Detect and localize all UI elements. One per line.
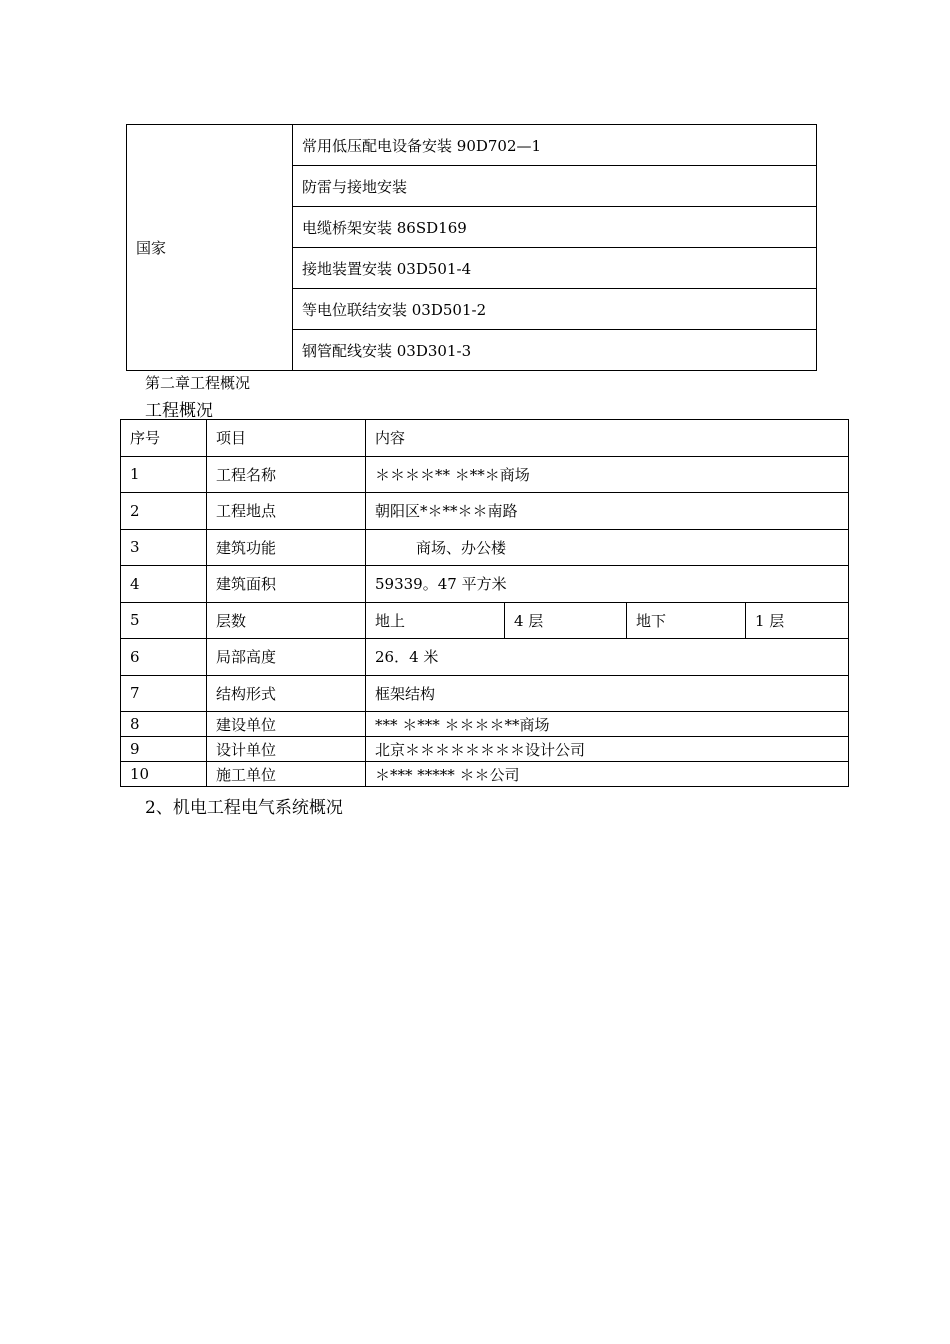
row-content: 框架结构 xyxy=(366,675,849,712)
table-header-row xyxy=(121,420,849,457)
row-content: *** ＊*** ＊＊＊＊**商场 xyxy=(366,712,849,737)
table-row xyxy=(121,737,849,762)
row-item: 工程名称 xyxy=(207,456,366,493)
row-item: 层数 xyxy=(207,602,366,639)
row-content: ＊＊＊＊** ＊**＊商场 xyxy=(366,456,849,493)
row-number: 1 xyxy=(121,456,207,493)
table-row xyxy=(121,602,849,639)
standard-item: 钢管配线安装 03D301-3 xyxy=(293,330,817,371)
row-number: 2 xyxy=(121,493,207,530)
row-content: 北京＊＊＊＊＊＊＊＊设计公司 xyxy=(366,737,849,762)
standard-item: 防雷与接地安装 xyxy=(293,166,817,207)
row-item: 建设单位 xyxy=(207,712,366,737)
column-header: 内容 xyxy=(366,420,849,457)
table-row xyxy=(121,493,849,530)
row-number: 4 xyxy=(121,566,207,603)
standard-item: 接地装置安装 03D501-4 xyxy=(293,248,817,289)
table-row xyxy=(121,529,849,566)
row-item: 工程地点 xyxy=(207,493,366,530)
overview-table xyxy=(120,419,849,787)
table-row xyxy=(121,639,849,676)
column-header: 项目 xyxy=(207,420,366,457)
row-content: 26．4 米 xyxy=(366,639,849,676)
standard-item: 等电位联结安装 03D501-2 xyxy=(293,289,817,330)
standards-table xyxy=(126,124,817,371)
row-item: 结构形式 xyxy=(207,675,366,712)
row-number: 10 xyxy=(121,762,207,787)
row-item: 施工单位 xyxy=(207,762,366,787)
row-item: 设计单位 xyxy=(207,737,366,762)
floors-above-label: 地上 xyxy=(366,602,505,639)
row-item: 建筑面积 xyxy=(207,566,366,603)
subsection-heading: 2、机电工程电气系统概况 xyxy=(145,798,343,818)
floors-below-label: 地下 xyxy=(627,602,746,639)
row-item: 建筑功能 xyxy=(207,529,366,566)
row-number: 3 xyxy=(121,529,207,566)
row-number: 9 xyxy=(121,737,207,762)
chapter-heading: 第二章工程概况 xyxy=(145,374,251,392)
table-row xyxy=(121,712,849,737)
row-content: 59339。47 平方米 xyxy=(366,566,849,603)
row-number: 7 xyxy=(121,675,207,712)
table-row xyxy=(121,675,849,712)
row-content: 商场、办公楼 xyxy=(366,529,849,566)
floors-above-value: 4 层 xyxy=(505,602,627,639)
floors-below-value: 1 层 xyxy=(746,602,849,639)
standards-category: 国家 xyxy=(127,125,293,371)
row-item: 局部高度 xyxy=(207,639,366,676)
standard-item: 电缆桥架安装 86SD169 xyxy=(293,207,817,248)
section-heading: 工程概况 xyxy=(145,401,213,421)
table-row xyxy=(121,456,849,493)
row-number: 8 xyxy=(121,712,207,737)
row-content: ＊*** ***** ＊＊公司 xyxy=(366,762,849,787)
row-number: 6 xyxy=(121,639,207,676)
standards-row xyxy=(127,125,817,166)
table-row xyxy=(121,762,849,787)
table-row xyxy=(121,566,849,603)
row-number: 5 xyxy=(121,602,207,639)
standard-item: 常用低压配电设备安装 90D702—1 xyxy=(293,125,817,166)
column-header: 序号 xyxy=(121,420,207,457)
row-content: 朝阳区*＊**＊＊南路 xyxy=(366,493,849,530)
